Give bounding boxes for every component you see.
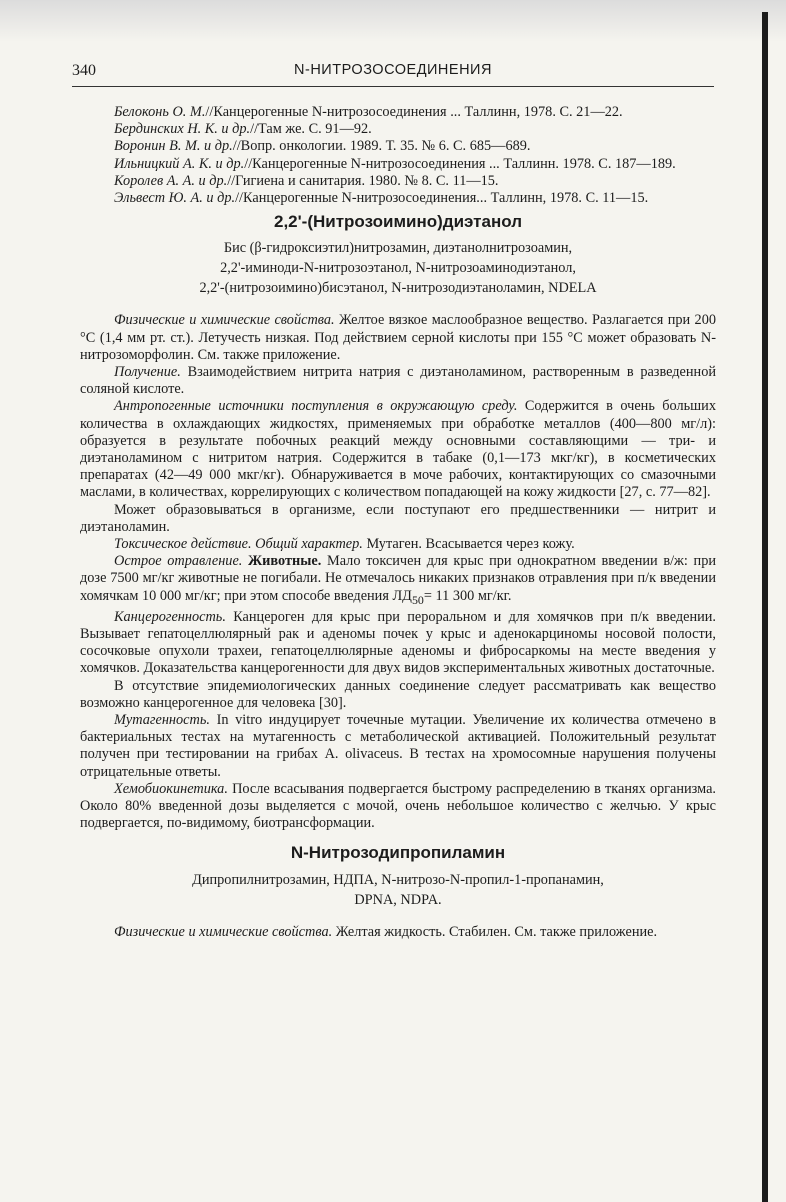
reference-item: Белоконь О. М.//Канцерогенные N-нитрозосоединения ... Таллинн, 1978. С. 21—22. <box>114 104 623 120</box>
page-header <box>72 62 714 84</box>
running-title: N-НИТРОЗОСОЕДИНЕНИЯ <box>294 62 492 78</box>
physchem-paragraph: Физические и химические свойства. Желтое вязкое маслообразное вещество. Разлагается при 200 °С (1,4 мм рт. ст.). Летучесть низкая. Под действием серной кислоты при 155 °С может образовать N-нитрозоморфолин. См. также приложение. <box>80 312 716 363</box>
reference-item: Эльвест Ю. А. и др.//Канцерогенные N-нитрозосоединения... Таллинн, 1978. С. 11—15. <box>114 190 649 207</box>
reference-item: Королев А. А. и др.//Гигиена и санитария. 1980. № 8. С. 11—15. <box>114 172 499 189</box>
page-number: 340 <box>72 62 96 79</box>
acute-paragraph: Острое отравление. Животные. Мало токсичен для крыс при однократном введении в/ж: при дозе 7500 мг/кг животные не погибали. Не отмечалось никаких признаков отравления при п/к введении хомячкам 10 000 мг/кг; при этом способе введения $ЛД_{50}= 11$ 300 мг/кг. <box>80 553 716 607</box>
compound-synonyms-2: Дипропилнитрозамин, НДПА, N-нитрозо-N-пропил-1-пропанамин, DPNA, NDPA. <box>192 871 604 908</box>
carcinogenicity-paragraph: Канцерогенность. Канцероген для крыс при пероральном и для хомячков при п/к введении. Вызывает гепатоцеллюлярный рак и аденомы почек у крыс и аденокарциномы носовой полости, сосочковые опухоли трахеи, гепатоцеллюлярные аденомы и фибросаркомы на месте введения у хомячков. Доказательства канцерогенности для двух видов экспериментальных животных достаточные. <box>80 608 716 677</box>
physchem-paragraph-2: Физические и химические свойства. Желтая жидкость. Стабилен. См. также приложение. <box>114 923 658 940</box>
reference-item: Ильницкий А. К. и др.//Канцерогенные N-нитрозосоединения ... Таллинн. 1978. С. 187—189. <box>114 155 676 172</box>
scan-right-edge <box>762 12 768 1202</box>
kinetics-paragraph: Хемобиокинетика. После всасывания подвергается быстрому распределению в тканях организма. Около 80% введенной дозы выделяется с мочой, очень небольшое количество с желчью. У крыс подвергается, по-видимому, биотрансформации. <box>80 780 716 832</box>
reference-item: Бердинских Н. К. и др.//Там же. С. 91—92. <box>114 121 372 138</box>
header-rule <box>72 86 714 87</box>
compound-title-2: N-Нитрозодипропиламин <box>290 843 506 863</box>
page-body <box>80 104 716 941</box>
compound-title: 2,2'-(Нитрозоимино)диэтанол <box>273 212 522 232</box>
reference-item: Воронин В. М. и др.//Вопр. онкологии. 1989. Т. 35. № 6. С. 685—689. <box>114 138 531 155</box>
reference-list <box>80 104 716 207</box>
scan-top-edge <box>0 0 786 42</box>
epidemiology-paragraph: В отсутствие эпидемиологических данных соединение следует рассматривать как вещество возможно канцерогенное для человека [30]. <box>80 677 716 711</box>
compound-synonyms: Бис (β-гидроксиэтил)нитрозамин, диэтанолнитрозоамин, 2,2'-иминоди-N-нитрозоэтанол, N-нитрозоаминодиэтанол, 2,2'-(нитрозоимино)бисэтанол, N-нитрозодиэтаноламин, NDELA <box>199 240 597 297</box>
sources-paragraph: Антропогенные источники поступления в окружающую среду. Содержится в очень больших количества в охлаждающих жидкостях, применяемых при обработке металлов (400—800 мг/л): образуется в результате побочных реакций между основными составляющими — три- и диэтаноламином с нитритом натрия. Содержится в табаке (0,1—173 мкг/кг), в косметических препаратах (42—49 000 мкг/кг). Обнаруживается в моче рабочих, контактирующих со смазочными маслами, в количествах, коррелирующих с количеством попадающей на кожу жидкости [27, с. 77—82]. <box>80 398 716 501</box>
mutagenicity-paragraph: Мутагенность. In vitro индуцирует точечные мутации. Увеличение их количества отмечено в бактериальных тестах на мутагенность с метаболической активацией. Положительный результат получен при тестировании на грибах A. olivaceus. В тестах на хромосомные нарушения получены отрицательные ответы. <box>80 711 716 780</box>
production-paragraph: Получение. Взаимодействием нитрита натрия с диэтаноламином, растворенным в разведенной соляной кислоте. <box>80 364 717 398</box>
toxic-paragraph: Токсическое действие. Общий характер. Мутаген. Всасывается через кожу. <box>114 536 575 553</box>
organism-paragraph: Может образовываться в организме, если поступают его предшественники — нитрит и диэтаноламин. <box>80 501 716 535</box>
